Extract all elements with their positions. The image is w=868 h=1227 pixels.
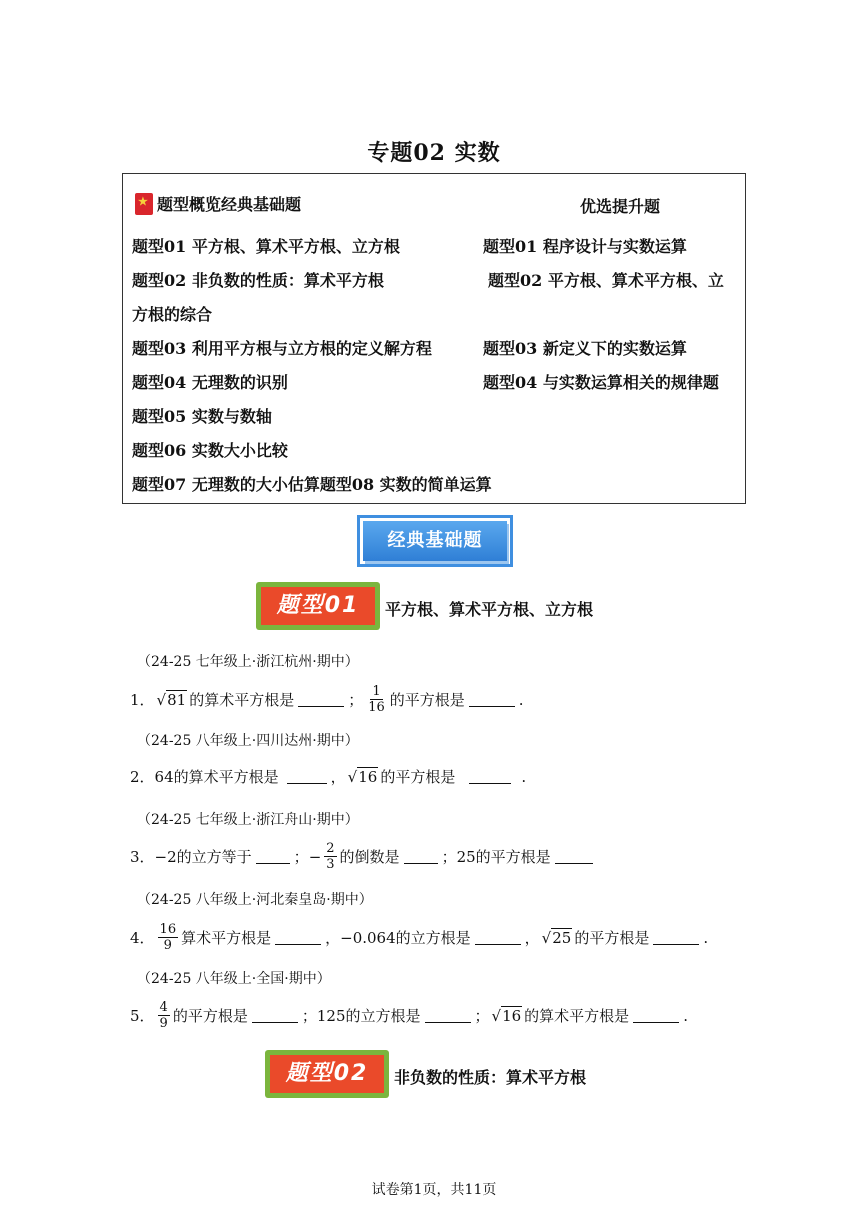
question-source: （24-25 八年级上·河北秦皇岛·期中） bbox=[137, 892, 373, 908]
answer-blank[interactable] bbox=[298, 692, 344, 707]
overview-item: 题型04 与实数运算相关的规律题 bbox=[483, 373, 719, 392]
section-title-02: 非负数的性质：算术平方根 bbox=[394, 1068, 587, 1087]
answer-blank[interactable] bbox=[475, 930, 521, 945]
answer-blank[interactable] bbox=[275, 930, 321, 945]
section-title-01: 平方根、算术平方根、立方根 bbox=[385, 600, 594, 619]
page-title: 专题02 实数 bbox=[367, 140, 501, 166]
answer-blank[interactable] bbox=[425, 1008, 471, 1023]
question-source: （24-25 七年级上·浙江杭州·期中） bbox=[137, 654, 359, 670]
section-tag-02: 题型02 bbox=[265, 1050, 389, 1098]
overview-item: 题型07 无理数的大小估算题型08 实数的简单运算 bbox=[132, 475, 492, 494]
overview-left-header: ★题型概览经典基础题 bbox=[135, 192, 301, 215]
sqrt-symbol: √25 bbox=[541, 928, 572, 947]
page-footer: 试卷第1页，共11页 bbox=[371, 1182, 497, 1198]
question-5: 5． $\frac{4}{9}$ 的平方根是 ； 125的立方根是 ； √16 的算术平方根是 . bbox=[130, 1000, 688, 1031]
answer-blank[interactable] bbox=[256, 849, 290, 864]
fraction: $\frac{4}{9}$ bbox=[159, 1000, 168, 1031]
sqrt-symbol: √81 bbox=[156, 690, 187, 709]
overview-item: 题型01 程序设计与实数运算 bbox=[483, 237, 687, 256]
question-source: （24-25 八年级上·全国·期中） bbox=[137, 971, 331, 987]
section-banner bbox=[357, 515, 513, 567]
question-source: （24-25 七年级上·浙江舟山·期中） bbox=[137, 812, 359, 828]
question-3: 3． −2的立方等于 ； − $\frac{2}{3}$ 的倒数是 ； 25的平方根是 bbox=[130, 841, 597, 872]
answer-blank[interactable] bbox=[287, 769, 327, 784]
answer-blank[interactable] bbox=[469, 769, 511, 784]
question-source: （24-25 八年级上·四川达州·期中） bbox=[137, 733, 359, 749]
answer-blank[interactable] bbox=[555, 849, 593, 864]
fraction: $\frac{16}{9}$ bbox=[159, 922, 177, 953]
sqrt-symbol: √16 bbox=[491, 1006, 522, 1025]
answer-blank[interactable] bbox=[469, 692, 515, 707]
overview-item: 题型06 实数大小比较 bbox=[132, 441, 288, 460]
overview-item: 题型03 新定义下的实数运算 bbox=[483, 339, 687, 358]
answer-blank[interactable] bbox=[653, 930, 699, 945]
overview-right-header: 优选提升题 bbox=[580, 197, 661, 216]
overview-item: 方根的综合 bbox=[132, 305, 213, 324]
fraction: $\frac{1}{16}$ bbox=[368, 684, 385, 715]
overview-item: 题型04 无理数的识别 bbox=[132, 373, 288, 392]
book-icon bbox=[135, 193, 153, 215]
overview-item: 题型05 实数与数轴 bbox=[132, 407, 272, 426]
answer-blank[interactable] bbox=[633, 1008, 679, 1023]
answer-blank[interactable] bbox=[404, 849, 438, 864]
overview-item: 题型02 非负数的性质：算术平方根 bbox=[132, 271, 384, 290]
section-tag-01: 题型01 bbox=[256, 582, 380, 630]
question-4: 4． $\frac{16}{9}$ 算术平方根是 ， −0.064的立方根是 ， √25 的平方根是 . bbox=[130, 922, 709, 953]
answer-blank[interactable] bbox=[252, 1008, 298, 1023]
overview-item: 题型01 平方根、算术平方根、立方根 bbox=[132, 237, 400, 256]
fraction: $\frac{2}{3}$ bbox=[326, 841, 335, 872]
question-2: 2． 64的算术平方根是 ， √16 的平方根是 . bbox=[130, 767, 527, 786]
overview-item: 题型03 利用平方根与立方根的定义解方程 bbox=[132, 339, 432, 358]
question-1: 1． √81 的算术平方根是 ； $\frac{1}{16}$ 的平方根是 . bbox=[130, 684, 524, 715]
overview-box bbox=[122, 173, 746, 504]
overview-item: 题型02 平方根、算术平方根、立 bbox=[488, 271, 724, 290]
sqrt-symbol: √16 bbox=[347, 767, 378, 786]
banner-label: 经典基础题 bbox=[363, 521, 507, 561]
